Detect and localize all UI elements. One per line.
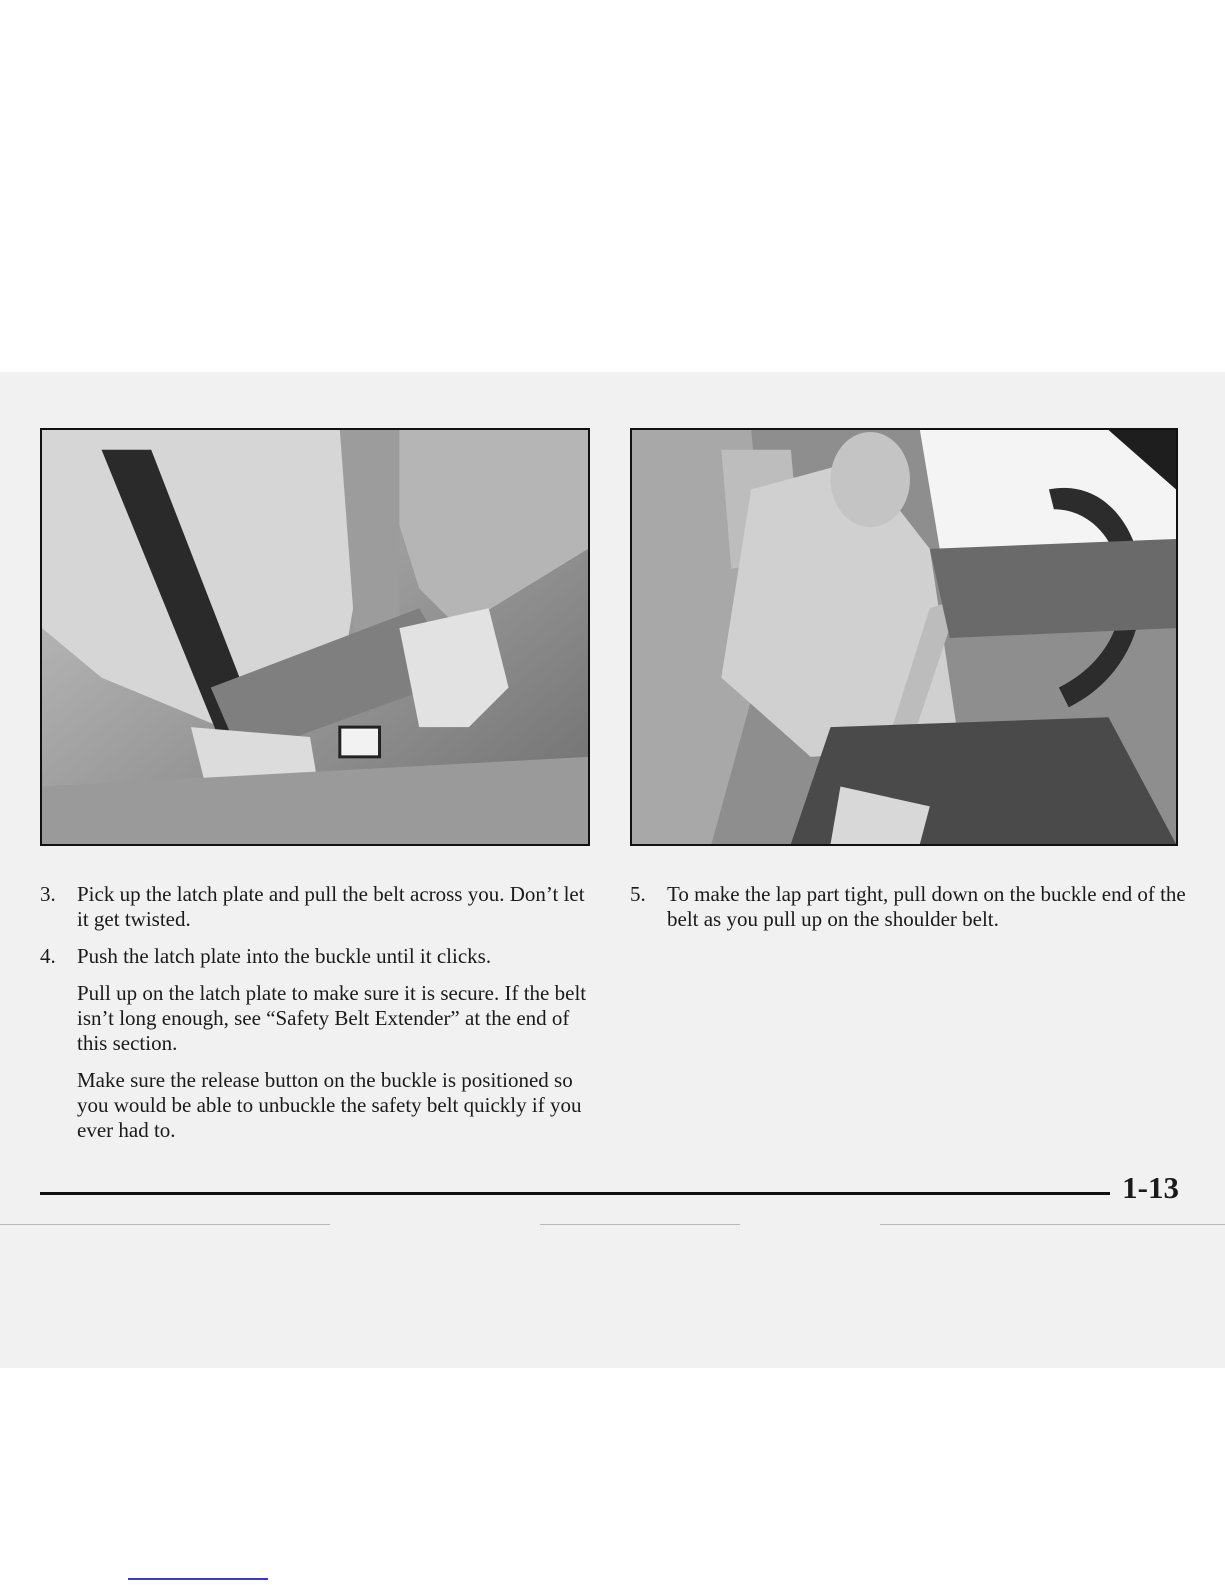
step-4 [40, 944, 600, 969]
step-number: 3. [40, 882, 56, 906]
scan-artifact-line [540, 1224, 740, 1225]
step-3 [40, 882, 600, 932]
latch-plate-illustration [40, 428, 590, 846]
latch-plate-drawing [42, 430, 588, 844]
scan-artifact-line [880, 1224, 1225, 1225]
release-button-paragraph: Make sure the release button on the buckle is positioned so you would be able to unbuckle the safety belt quickly if you ever had to. [77, 1068, 582, 1142]
right-text-column [630, 882, 1190, 944]
step-text: To make the lap part tight, pull down on the buckle end of the belt as you pull up on the shoulder belt. [667, 882, 1186, 931]
left-text-column [40, 882, 600, 1155]
step-text: Push the latch plate into the buckle until it clicks. [77, 944, 492, 968]
bottom-link-underline[interactable] [128, 1578, 268, 1580]
step-number: 5. [630, 882, 646, 906]
step-5 [630, 882, 1190, 932]
shoulder-belt-drawing [632, 430, 1176, 844]
footer-rule [40, 1192, 1110, 1195]
shoulder-belt-illustration [630, 428, 1178, 846]
scan-artifact-line [0, 1224, 330, 1225]
step-text: Pick up the latch plate and pull the belt across you. Don’t let it get twisted. [77, 882, 585, 931]
secure-latch-paragraph: Pull up on the latch plate to make sure it is secure. If the belt isn’t long enough, see “Safety Belt Extender” at the end of this section. [77, 981, 587, 1055]
page-number: 1-13 [1122, 1170, 1179, 1205]
step-number: 4. [40, 944, 56, 968]
